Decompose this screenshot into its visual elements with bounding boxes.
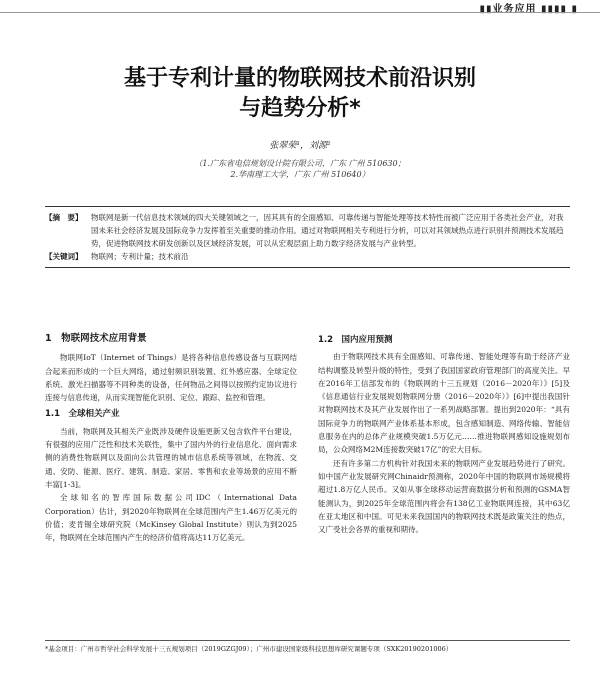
- paragraph: 物联网IoT（Internet of Things）是将各种信息传感设备与互联网结合起来而形成的一个巨大网络，通过射频识别装置、红外感应器、全球定位系统、激光扫描器等不同种类的设备，任何物品之间得以按照约定协议进行连接与信息传递，从而实现智能化识别、定位、跟踪、监控和管理。: [45, 353, 297, 403]
- authors: 张翠荣¹，刘源²: [269, 141, 331, 151]
- affiliations: [0, 158, 600, 180]
- abstract-box: [45, 206, 570, 268]
- abstract-text: 物联网是新一代信息技术领域的四大关键领域之一，因其具有的全面感知、可靠传递与智能处理等技术特性而被广泛应用于各类社会产业，对我国未来社会经济发展及国际竞争力发挥着至关重要的推动作用。通过对物联网相关专利进行分析，可以对其领域热点进行识别并预测技术发展趋势，促进物联网技术研发创新以及区域经济发展，可以从宏观层面上助力数字经济发展与产业转型。: [91, 213, 564, 248]
- keywords-text: 物联网；专利计量；技术前沿: [91, 252, 189, 261]
- header-divider: [0, 12, 600, 13]
- right-column: [318, 330, 570, 536]
- paragraph: 当前，物联网及其相关产业既涉及硬件设施更新又包含软件平台建设，有很强的应用广泛性和技术关联性，集中了国内外的行业信息化、面向需求侧的消费性物联网以及面向公共管理的城市信息系统等领域，在物流、交通、安防、能源、医疗、建筑、制造、家居、零售和农业等场景的应用不断丰富[1-3]。: [45, 426, 297, 489]
- abstract-label: 【摘 要】: [45, 213, 83, 222]
- section-1-2-heading: 1.2 国内应用预测: [318, 335, 393, 345]
- section-tag: ▮▮业务应用 ▮▮▮▮ ▮: [479, 4, 578, 15]
- left-column: [45, 330, 297, 544]
- paragraph: 由于物联网技术具有全面感知、可靠传递、智能处理等有助于经济产业结构调整及转型升级的特性，受到了我国国家政府管理部门的高度关注。早在2016年工信部发布的《物联网的十三五规划（2016－2020年）》[5]及《信息通信行业发展规划物联网分册（2016－2020年）》[6]中提出我国针对物联网技术及其产业发展作出了一系列战略部署。提出到2020年：“具有国际竞争力的物联网产业体系基本形成，包含感知制造、网络传输、智能信息服务在内的总体产业规模突破1.5万亿元……推进物联网感知设施规划布局，公众网络M2M连接数突破17亿”的宏大目标。: [318, 352, 570, 455]
- article-title: [0, 64, 600, 124]
- footnote-divider: [45, 640, 570, 641]
- affiliation-1: （1.广东省电信规划设计院有限公司，广东 广州 510630；: [194, 159, 406, 168]
- keywords-row: [45, 250, 570, 263]
- paragraph: 全球知名的智库国际数据公司IDC（International Data Corporation）估计，到2020年物联网在全球范围内产生1.46万亿美元的价值；麦肯锡全球研究院（McKinsey Global Institute）则认为到2025年，物联网在全球范围内产生的经济价值将高达11万亿美元。: [45, 493, 297, 543]
- title-line-1: 基于专利计量的物联网技术前沿识别: [123, 66, 476, 91]
- footnote: *基金项目：广州市哲学社会科学发展十三五规划项目（2019GZGJ09）；广州市建设国家级科技思想库研究课题专项（SXK20190201006）: [45, 645, 453, 653]
- section-1-heading: 1 物联网技术应用背景: [45, 333, 147, 344]
- keywords-label: 【关键词】: [45, 252, 83, 261]
- section-1-1-heading: 1.1 全球相关产业: [45, 409, 120, 420]
- abstract-row: [45, 211, 570, 250]
- paragraph: 还有许多第二方机构针对我国未来的物联网产业发展趋势进行了研究。如中国产业发展研究网Chinaidr预测称，2020年中国的物联网市场规模将超过1.8万亿人民币。又如从事全球移动运营商数据分析和预测的GSMA智能测认为，到2025年全球范围内将会有138亿工业物联网连接，其中63亿在亚太地区和中国。可见未来我国国内的物联网技术既是政策关注的热点，又广受社会各界的重视和期待。: [318, 458, 570, 535]
- affiliation-2: 2.华南理工大学，广东 广州 510640）: [230, 170, 370, 179]
- title-line-2: 与趋势分析*: [239, 96, 361, 121]
